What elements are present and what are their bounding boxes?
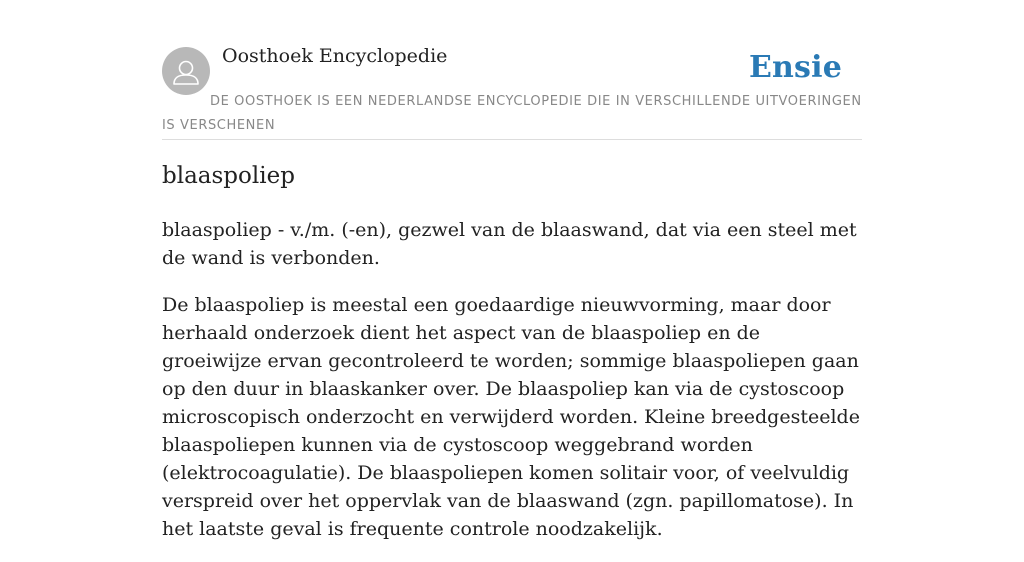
- avatar[interactable]: [162, 47, 210, 95]
- site-logo[interactable]: Ensie: [748, 50, 842, 85]
- article-body: [162, 216, 862, 562]
- page-title: blaaspoliep: [162, 163, 295, 189]
- header: [162, 0, 862, 140]
- author-description: DE OOSTHOEK IS EEN NEDERLANDSE ENCYCLOPEDIE DIE IN VERSCHILLENDE UITVOERINGEN IS VERSCHENEN: [162, 94, 862, 133]
- body-paragraph: De blaaspoliep is meestal een goedaardige nieuwvorming, maar door herhaald onderzoek dient het aspect van de blaaspoliep en de groeiwijzе ervan gecontroleerd te worden; sommige blaaspoliepen gaan op den duur in blaaskanker over. De blaaspoliep kan via de cystoscoop microscopisch onderzocht en verwijderd worden. Kleine breedgesteelde blaaspoliepen kunnen via de cystoscoop weggebrand worden (elektrocoagulatie). De blaaspoliepen komen solitair voor, of veelvuldig verspreid over het oppervlak van de blaaswand (zgn. papillomatose). In het laatste geval is frequente controle noodzakelijk.: [162, 294, 860, 540]
- user-icon: [162, 47, 210, 95]
- page-container: [162, 0, 862, 540]
- author-name[interactable]: Oosthoek Encyclopedie: [222, 45, 448, 67]
- definition-paragraph: blaaspoliep - v./m. (-en), gezwel van de blaaswand, dat via een steel met de wand is verbonden.: [162, 219, 857, 269]
